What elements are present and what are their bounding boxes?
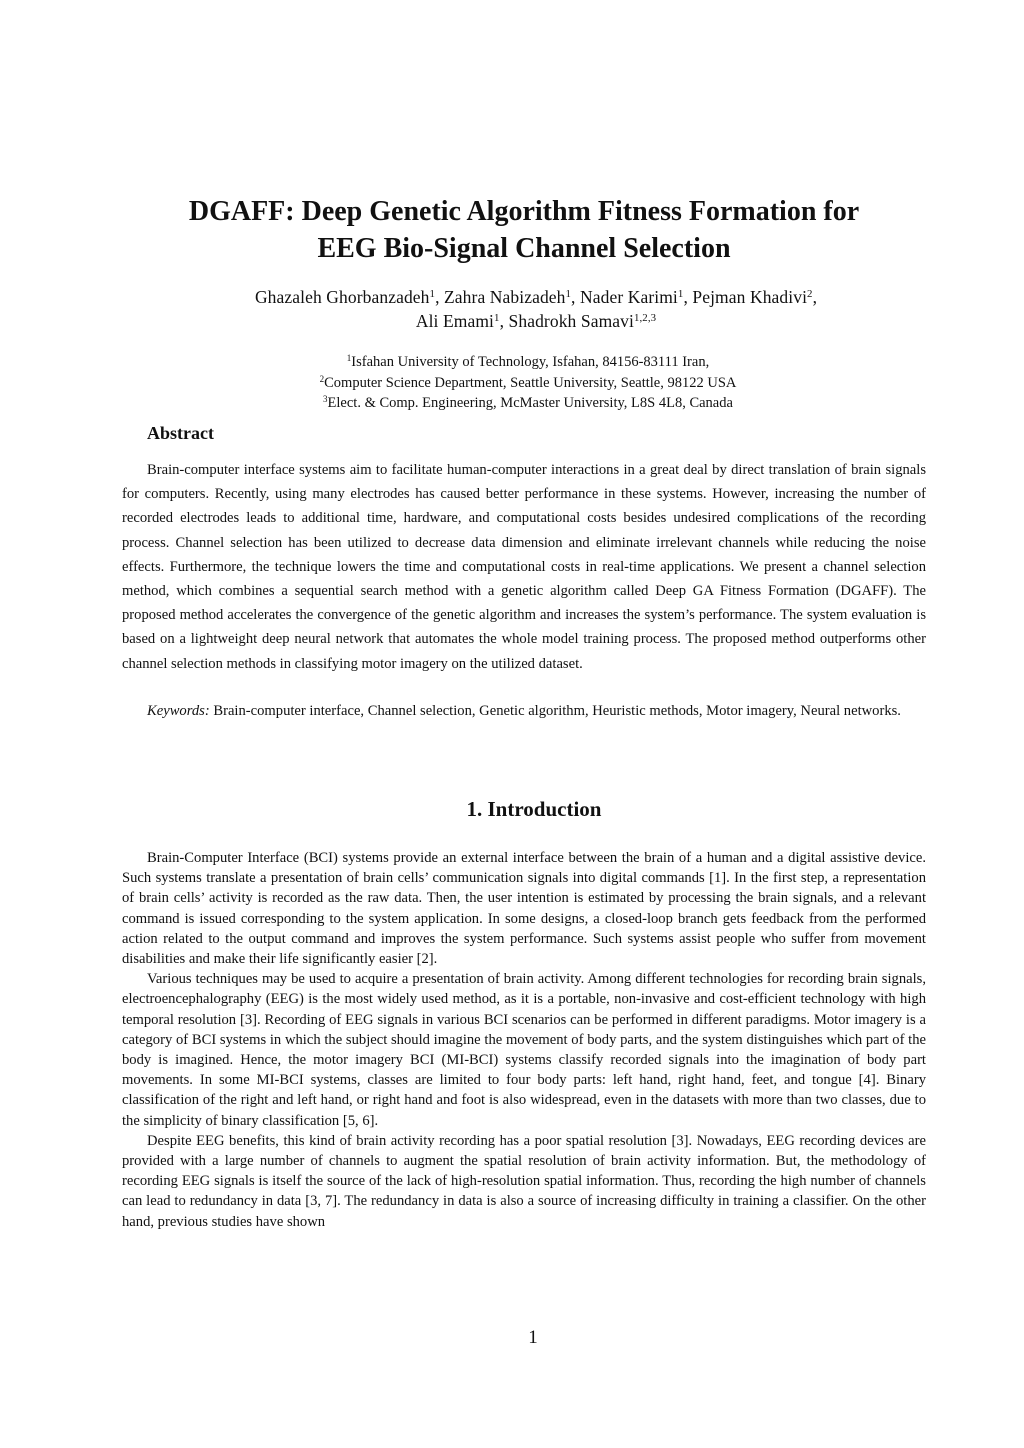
- affiliation: [160, 373, 896, 394]
- author-name: Zahra Nabizadeh: [444, 287, 566, 307]
- abstract-body: Brain-computer interface systems aim to facilitate human-computer interactions in a great deal by direct translation of brain signals for computers. Recently, using many electrodes has caused better performance in these systems. However, increasing the number of recorded electrodes leads to additional time, hardware, and computational costs besides undesired complications of the recording process. Channel selection has been utilized to decrease data dimension and eliminate irrelevant channels while reducing the noise effects. Furthermore, the technique lowers the time and computational costs in real-time applications. We present a channel selection method, which combines a sequential search method with a genetic algorithm called Deep GA Fitness Formation (DGAFF). The proposed method accelerates the convergence of the genetic algorithm and increases the system’s performance. The system evaluation is based on a lightweight deep neural network that automates the whole model training process. The proposed method outperforms other channel selection methods in classifying motor imagery on the utilized dataset.: [122, 462, 926, 672]
- author-affiliation-mark: 1: [494, 312, 500, 325]
- paragraph: Brain-Computer Interface (BCI) systems provide an external interface between the brain of a human and a digital assistive device. Such systems translate a presentation of brain cells’ communication signals into digital commands [1]. In the first step, a representation of brain cells’ activity is recorded as the raw data. Then, the user intention is estimated by processing the brain signals, and a relevant command is issued corresponding to the system application. In some designs, a closed-loop branch gets feedback from the performed action related to the output command and improves the system performance. Such systems assist people who suffer from movement disabilities and make their life significantly easier [2].: [122, 850, 926, 968]
- author-affiliation-mark: 2: [807, 288, 813, 301]
- page-number: 1: [528, 1327, 538, 1348]
- affiliation-mark: 3: [323, 394, 328, 405]
- author-affiliation-mark: 1: [429, 288, 436, 301]
- paragraph: Despite EEG benefits, this kind of brain activity recording has a poor spatial resolution [3]. Nowadays, EEG recording devices are provided with a large number of channels to augment the spatial resolution of brain activity information. But, the methodology of recording EEG signals is itself the source of the lack of high-resolution spatial information. Thus, recording the high number of channels can lead to redundancy in data [3, 7]. The redundancy in data is also a source of increasing difficulty in training a classifier. On the other hand, previous studies have shown: [122, 1132, 926, 1230]
- paper-title: [100, 193, 948, 267]
- author-list: Ghazaleh Ghorbanzadeh$^1$, Zahra Nabizadeh$^1$, Nader Karimi$^1$, Pejman Khadivi$^2$, Ali Emami$^1$, Shadrokh Samavi$^{1,2,3}$: [254, 287, 818, 331]
- author-name: Ghazaleh Ghorbanzadeh: [254, 287, 430, 307]
- keywords-text: Brain-computer interface, Channel selection, Genetic algorithm, Heuristic methods, Motor imagery, Neural networks.: [213, 703, 901, 719]
- title-line-1: DGAFF: Deep Genetic Algorithm Fitness Formation for: [188, 196, 860, 227]
- paragraph: Various techniques may be used to acquire a presentation of brain activity. Among different technologies for recording brain signals, electroencephalography (EEG) is the most widely used method, as it is a portable, non-invasive and cost-efficient technology with high temporal resolution [3]. Recording of EEG signals in various BCI scenarios can be performed in different paradigms. Motor imagery is a category of BCI systems in which the subject should imagine the movement of body parts, and the system distinguishes which part of the body is imagined. Hence, the motor imagery BCI (MI-BCI) systems classify recorded signals into the imagination of body part movements. In some MI-BCI systems, classes are limited to four body parts: left hand, right hand, feet, and tongue [4]. Binary classification of the right and left hand, or right hand and foot is also widespread, even in the datasets with more than two classes, due to the simplicity of binary classification [5, 6].: [122, 971, 926, 1129]
- author-name: Ali Emami: [415, 311, 495, 331]
- affiliation-list: [160, 352, 896, 414]
- affiliation-text: Isfahan University of Technology, Isfahan, 84156-83111 Iran,: [351, 354, 710, 370]
- section-heading-introduction: 1. Introduction: [466, 797, 602, 821]
- author-name: Shadrokh Samavi: [508, 311, 634, 331]
- affiliation-text: Computer Science Department, Seattle University, Seattle, 98122 USA: [324, 374, 737, 391]
- author-affiliation-mark: 1: [565, 288, 572, 301]
- abstract-heading: Abstract: [147, 423, 214, 443]
- affiliation: [160, 352, 896, 373]
- author-name: Pejman Khadivi: [692, 287, 808, 307]
- introduction-body: [122, 848, 926, 1232]
- author-affiliation-mark: 1: [677, 288, 684, 301]
- author-name: Nader Karimi: [580, 287, 678, 307]
- affiliation-mark: 2: [319, 373, 325, 384]
- affiliation: [160, 393, 896, 414]
- affiliation-mark: 1: [346, 353, 352, 364]
- keywords-label: Keywords:: [147, 703, 210, 719]
- author-affiliation-mark: 1,2,3: [633, 312, 657, 325]
- affiliation-text: Elect. & Comp. Engineering, McMaster University, L8S 4L8, Canada: [327, 395, 733, 411]
- title-line-2: EEG Bio-Signal Channel Selection: [317, 233, 731, 264]
- keywords: [122, 696, 926, 727]
